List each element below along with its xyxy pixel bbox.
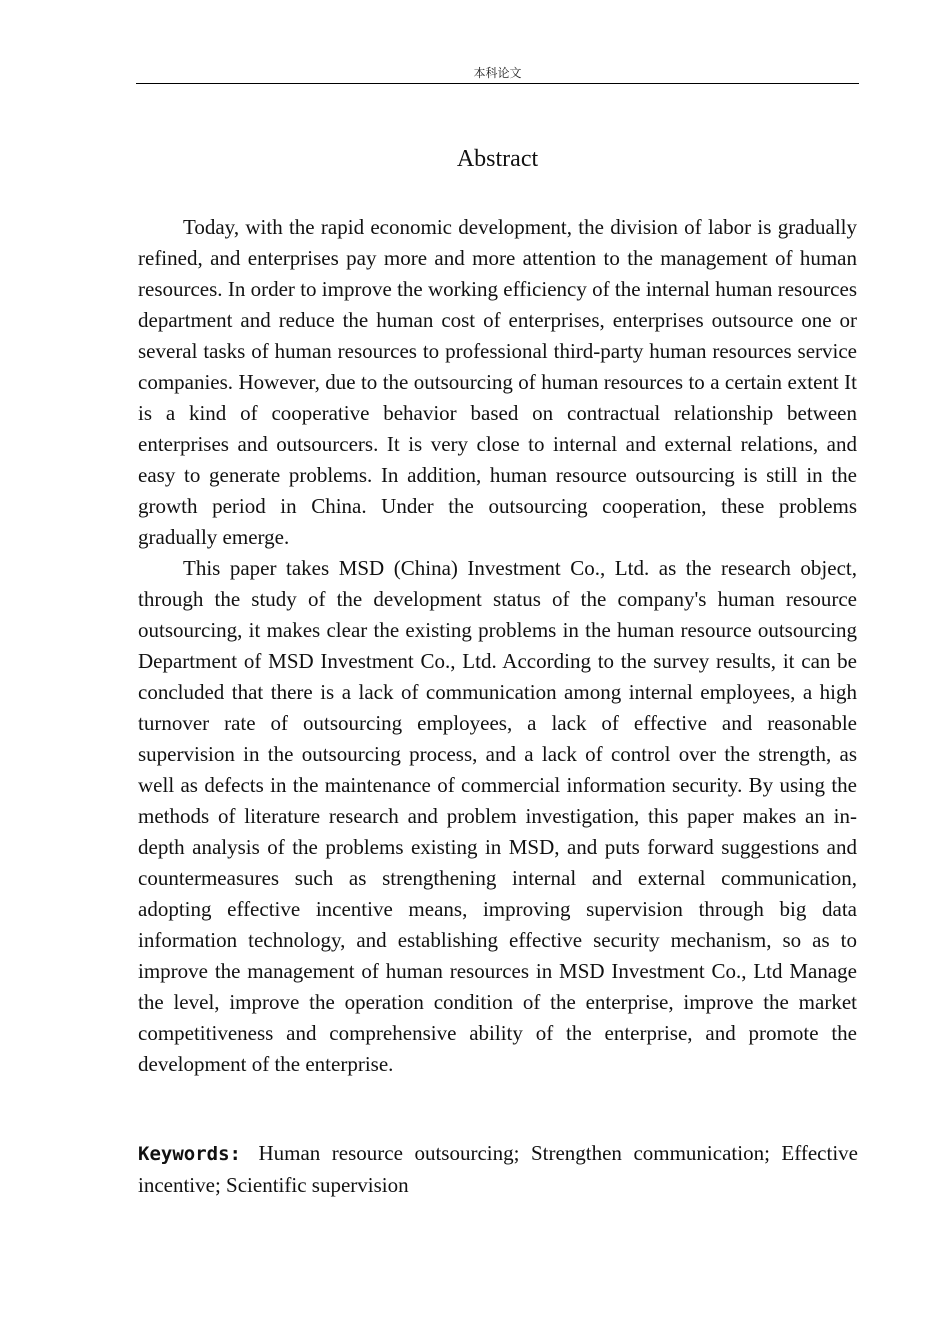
abstract-paragraph-2: This paper takes MSD (China) Investment Co., Ltd. as the research object, through the study of the development status of the company's human resource outsourcing, it makes clear the existing problems in the human resource outsourcing Department of MSD Investment Co., Ltd. According to the survey results, it can be concluded that there is a lack of communication among internal employees, a high turnover rate of outsourcing employees, a lack of effective and reasonable supervision in the outsourcing process, and a lack of control over the strength, as well as defects in the maintenance of commercial information security. By using the methods of literature research and problem investigation, this paper makes an in-depth analysis of the problems existing in MSD, and puts forward suggestions and countermeasures such as strengthening internal and external communication, adopting effective incentive means, improving supervision through big data information technology, and establishing effective security mechanism, so as to improve the management of human resources in MSD Investment Co., Ltd Manage the level, improve the operation condition of the enterprise, improve the market competitiveness and comprehensive ability of the enterprise, and promote the development of the enterprise. xyxy=(138,556,857,1076)
abstract-title: Abstract xyxy=(456,146,539,172)
page-header: 本科论文 xyxy=(473,66,522,80)
keywords xyxy=(138,1138,858,1201)
abstract-paragraph-1: Today, with the rapid economic development, the division of labor is gradually refined, and enterprises pay more and more attention to the management of human resources. In order to improve the working efficiency of the internal human resources department and reduce the human cost of enterprises, enterprises outsource one or several tasks of human resources to professional third-party human resources service companies. However, due to the outsourcing of human resources to a certain extent It is a kind of cooperative behavior based on contractual relationship between enterprises and outsourcers. It is very close to internal and external relations, and easy to generate problems. In addition, human resource outsourcing is still in the growth period in China. Under the outsourcing cooperation, these problems gradually emerge. xyxy=(138,215,857,549)
header-rule xyxy=(136,83,859,84)
keywords-label: Keywords: xyxy=(138,1143,241,1165)
abstract-body xyxy=(138,212,857,1080)
keywords-text: Human resource outsourcing; Strengthen communication; Effective incentive; Scientific supervision xyxy=(138,1141,858,1197)
